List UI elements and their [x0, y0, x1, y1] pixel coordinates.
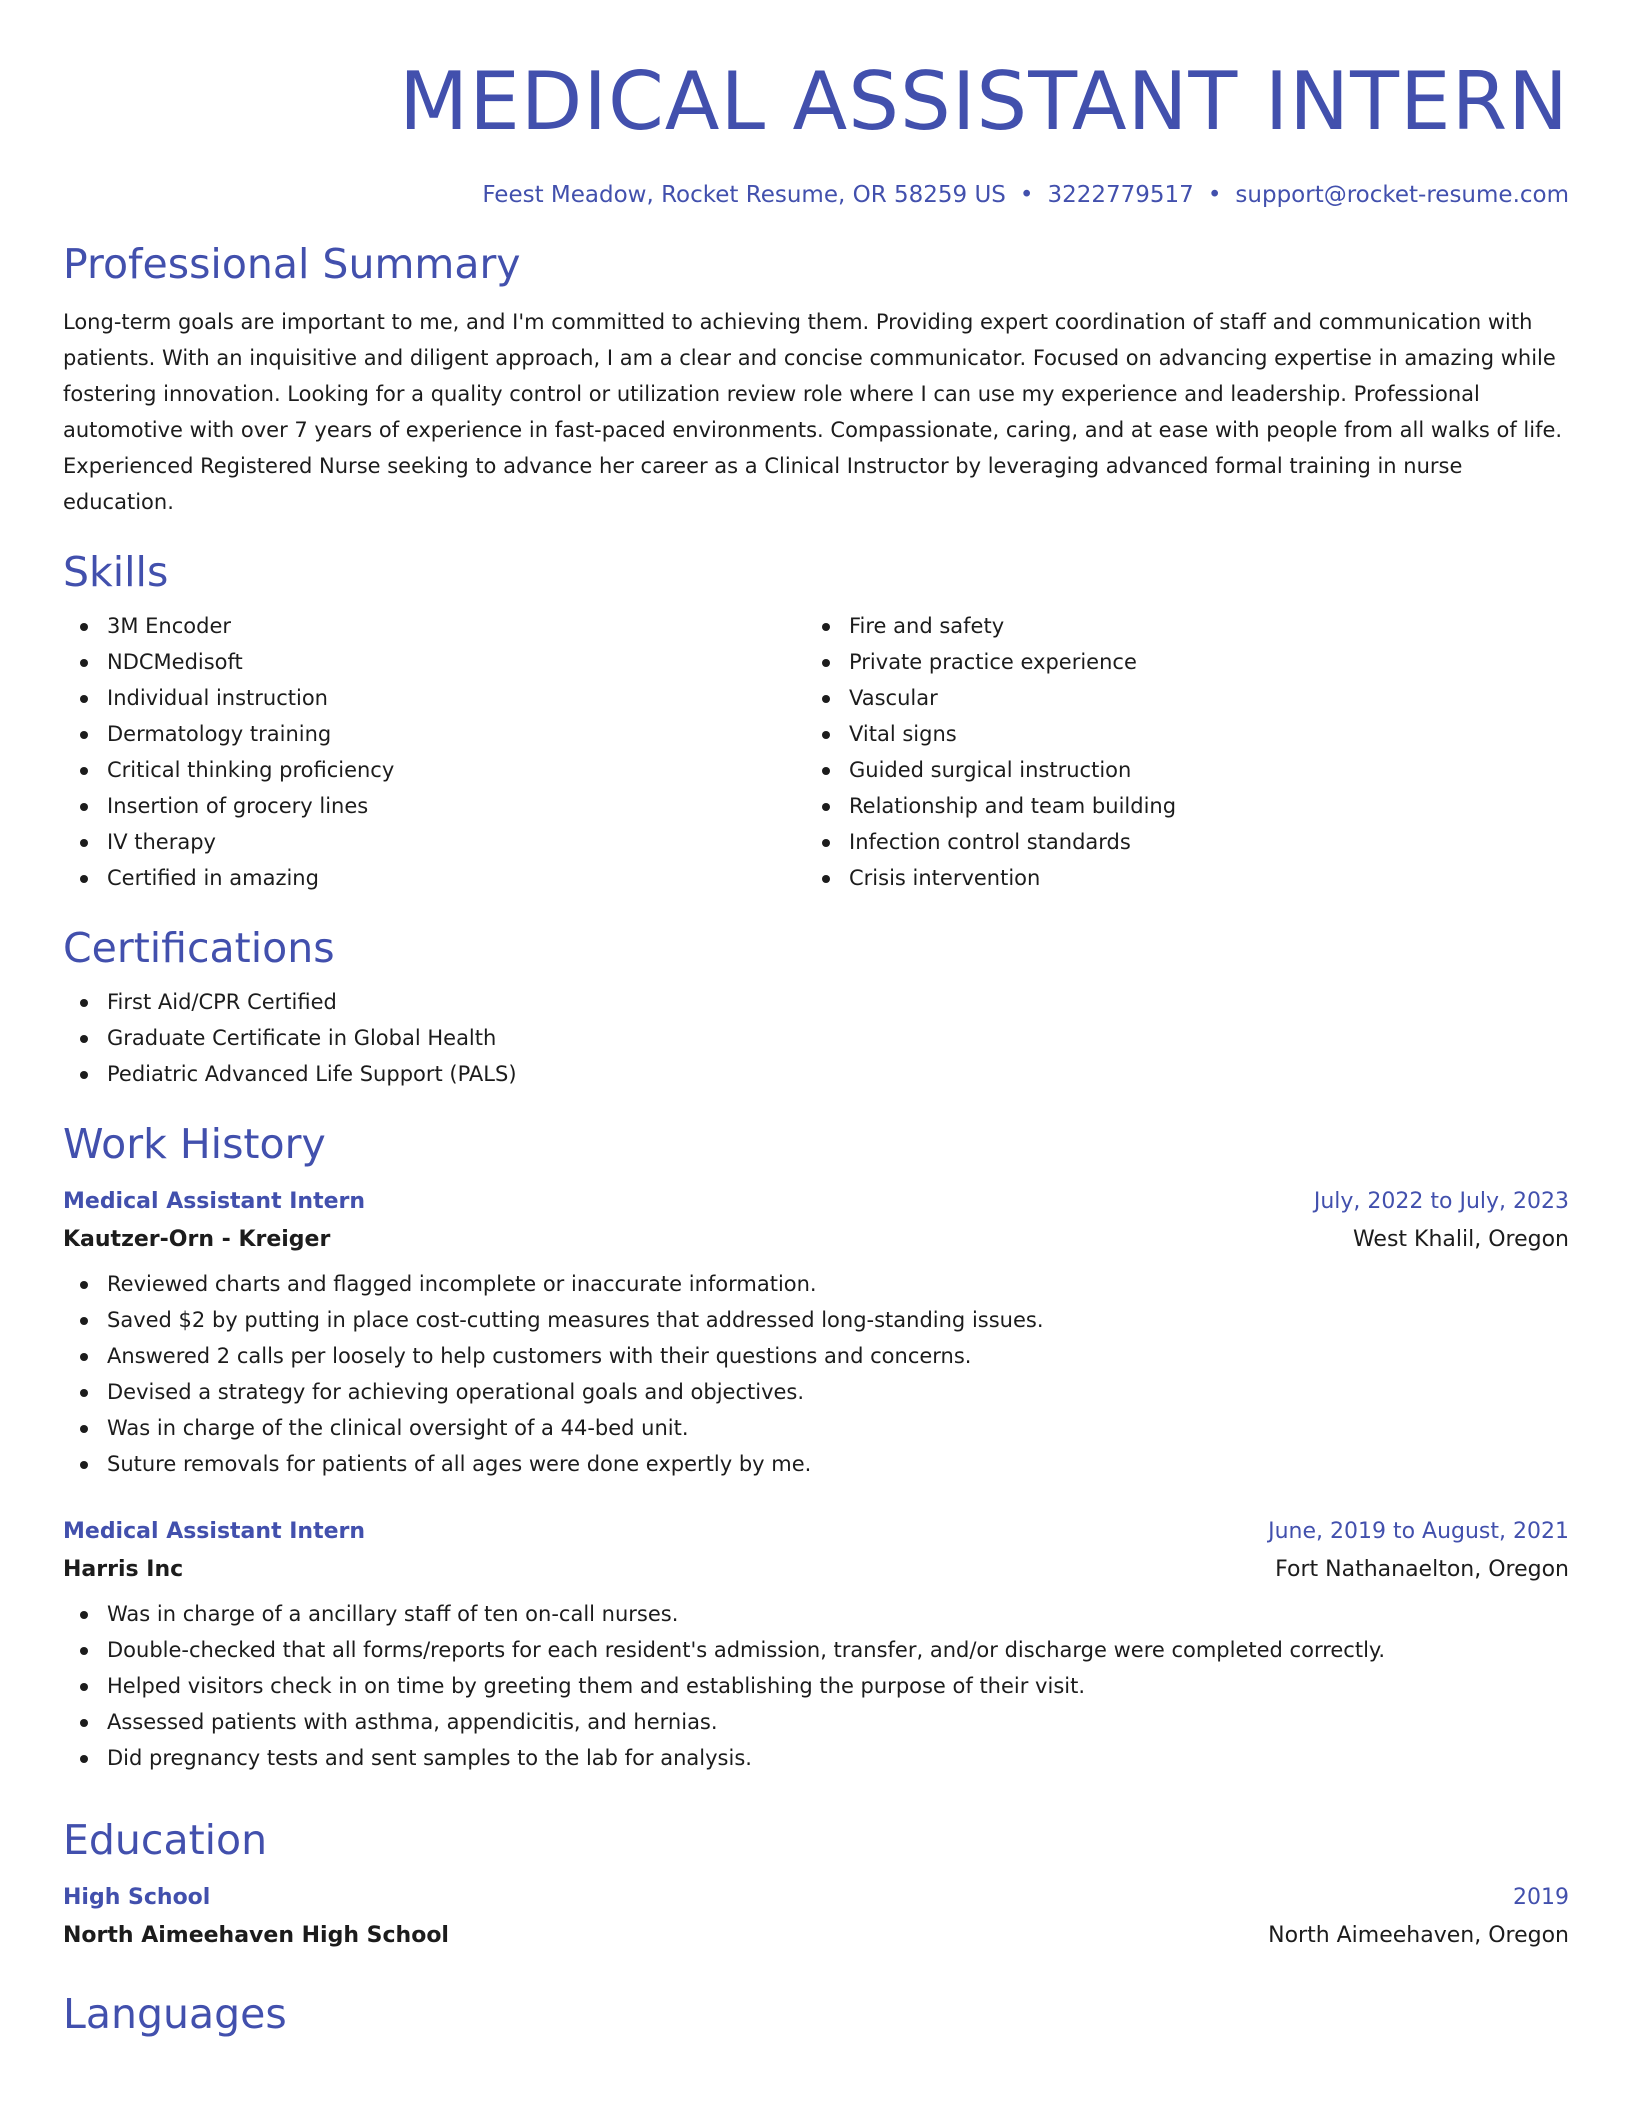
section-title-certifications: Certifications: [63, 924, 335, 972]
certifications-list: [63, 984, 1569, 1092]
summary-text: Long-term goals are important to me, and I'm committed to achieving them. Providing expert coordination of staff and communication with patients. With an inquisitive and diligent approach, I am a clear and concise communicator. Focused on advancing expertise in amazing while fostering innovation. Looking for a quality control or utilization review role where I can use my experience and leadership. Professional automotive with over 7 years of experience in fast-paced environments. Compassionate, caring, and at ease with people from all walks of life. Experienced Registered Nurse seeking to advance her career as a Clinical Instructor by leveraging advanced formal training in nurse education.: [63, 310, 1563, 514]
certifications-section: [63, 922, 1569, 1092]
education-header-row: [63, 1880, 1569, 1916]
section-title-languages: Languages: [63, 1990, 287, 2038]
skill-item: Certified in amazing: [63, 860, 805, 896]
section-title-summary: Professional Summary: [63, 240, 521, 288]
job-entry: [63, 1514, 1569, 1776]
skills-section: [63, 546, 1569, 896]
contact-email[interactable]: support@rocket-resume.com: [1235, 182, 1569, 208]
candidate-title: MEDICAL ASSISTANT INTERN: [399, 55, 1569, 148]
contact-separator: •: [1019, 182, 1034, 208]
job-duty-item: Was in charge of a ancillary staff of ten on-call nurses.: [63, 1596, 1569, 1632]
work-history-section: [63, 1118, 1569, 1776]
skill-item: Vascular: [805, 680, 1547, 716]
job-dates: July, 2022 to July, 2023: [1313, 1189, 1569, 1214]
skill-item: IV therapy: [63, 824, 805, 860]
education-year: 2019: [1513, 1885, 1569, 1910]
certification-item: First Aid/CPR Certified: [63, 984, 1569, 1020]
job-duty-item: Answered 2 calls per loosely to help customers with their questions and concerns.: [63, 1338, 1569, 1374]
education-school: North Aimeehaven High School: [63, 1923, 449, 1948]
contact-phone[interactable]: 3222779517: [1047, 182, 1194, 208]
skill-item: Guided surgical instruction: [805, 752, 1547, 788]
contact-line: [63, 180, 1569, 210]
skills-list-right: [805, 608, 1547, 896]
skill-item: 3M Encoder: [63, 608, 805, 644]
job-company-row: [63, 1550, 1569, 1590]
job-duty-item: Double-checked that all forms/reports for each resident's admission, transfer, and/or discharge were completed correctly.: [63, 1632, 1569, 1668]
skill-item: Insertion of grocery lines: [63, 788, 805, 824]
job-duty-item: Helped visitors check in on time by greeting them and establishing the purpose of their visit.: [63, 1668, 1569, 1704]
job-company: Harris Inc: [63, 1557, 184, 1582]
job-header-row: [63, 1184, 1569, 1220]
job-company: Kautzer-Orn - Kreiger: [63, 1227, 331, 1252]
contact-address: Feest Meadow, Rocket Resume, OR 58259 US: [482, 182, 1006, 208]
job-dates: June, 2019 to August, 2021: [1268, 1519, 1569, 1544]
job-location: Fort Nathanaelton, Oregon: [1275, 1557, 1569, 1582]
summary-section: [63, 238, 1569, 520]
languages-section: [63, 1988, 1569, 2040]
skill-item: Relationship and team building: [805, 788, 1547, 824]
certification-item: Graduate Certificate in Global Health: [63, 1020, 1569, 1056]
section-title-education: Education: [63, 1816, 268, 1864]
job-duties-list: [63, 1596, 1569, 1776]
section-title-work-history: Work History: [63, 1120, 326, 1168]
skill-item: Private practice experience: [805, 644, 1547, 680]
job-duties-list: [63, 1266, 1569, 1482]
job-duty-item: Was in charge of the clinical oversight of a 44-bed unit.: [63, 1410, 1569, 1446]
job-company-row: [63, 1220, 1569, 1260]
education-degree: High School: [63, 1885, 211, 1910]
job-duty-item: Suture removals for patients of all ages were done expertly by me.: [63, 1446, 1569, 1482]
job-duty-item: Assessed patients with asthma, appendicitis, and hernias.: [63, 1704, 1569, 1740]
job-duty-item: Reviewed charts and flagged incomplete or inaccurate information.: [63, 1266, 1569, 1302]
job-header-row: [63, 1514, 1569, 1550]
job-entry: [63, 1184, 1569, 1482]
skills-list-left: [63, 608, 805, 896]
skills-grid: [63, 608, 1569, 896]
resume-header: [63, 0, 1569, 210]
skill-item: Fire and safety: [805, 608, 1547, 644]
job-duty-item: Saved $2 by putting in place cost-cutting measures that addressed long-standing issues.: [63, 1302, 1569, 1338]
skill-item: Infection control standards: [805, 824, 1547, 860]
education-location: North Aimeehaven, Oregon: [1268, 1923, 1569, 1948]
skill-item: Critical thinking proficiency: [63, 752, 805, 788]
skill-item: Crisis intervention: [805, 860, 1547, 896]
section-title-skills: Skills: [63, 548, 169, 596]
job-duty-item: Devised a strategy for achieving operational goals and objectives.: [63, 1374, 1569, 1410]
job-title: Medical Assistant Intern: [63, 1189, 366, 1214]
education-entry: [63, 1880, 1569, 1956]
job-duty-item: Did pregnancy tests and sent samples to the lab for analysis.: [63, 1740, 1569, 1776]
education-school-row: [63, 1916, 1569, 1956]
skill-item: NDCMedisoft: [63, 644, 805, 680]
skill-item: Individual instruction: [63, 680, 805, 716]
education-section: [63, 1814, 1569, 1956]
job-title: Medical Assistant Intern: [63, 1519, 366, 1544]
certification-item: Pediatric Advanced Life Support (PALS): [63, 1056, 1569, 1092]
contact-separator: •: [1207, 182, 1222, 208]
skill-item: Dermatology training: [63, 716, 805, 752]
skill-item: Vital signs: [805, 716, 1547, 752]
job-location: West Khalil, Oregon: [1352, 1227, 1569, 1252]
